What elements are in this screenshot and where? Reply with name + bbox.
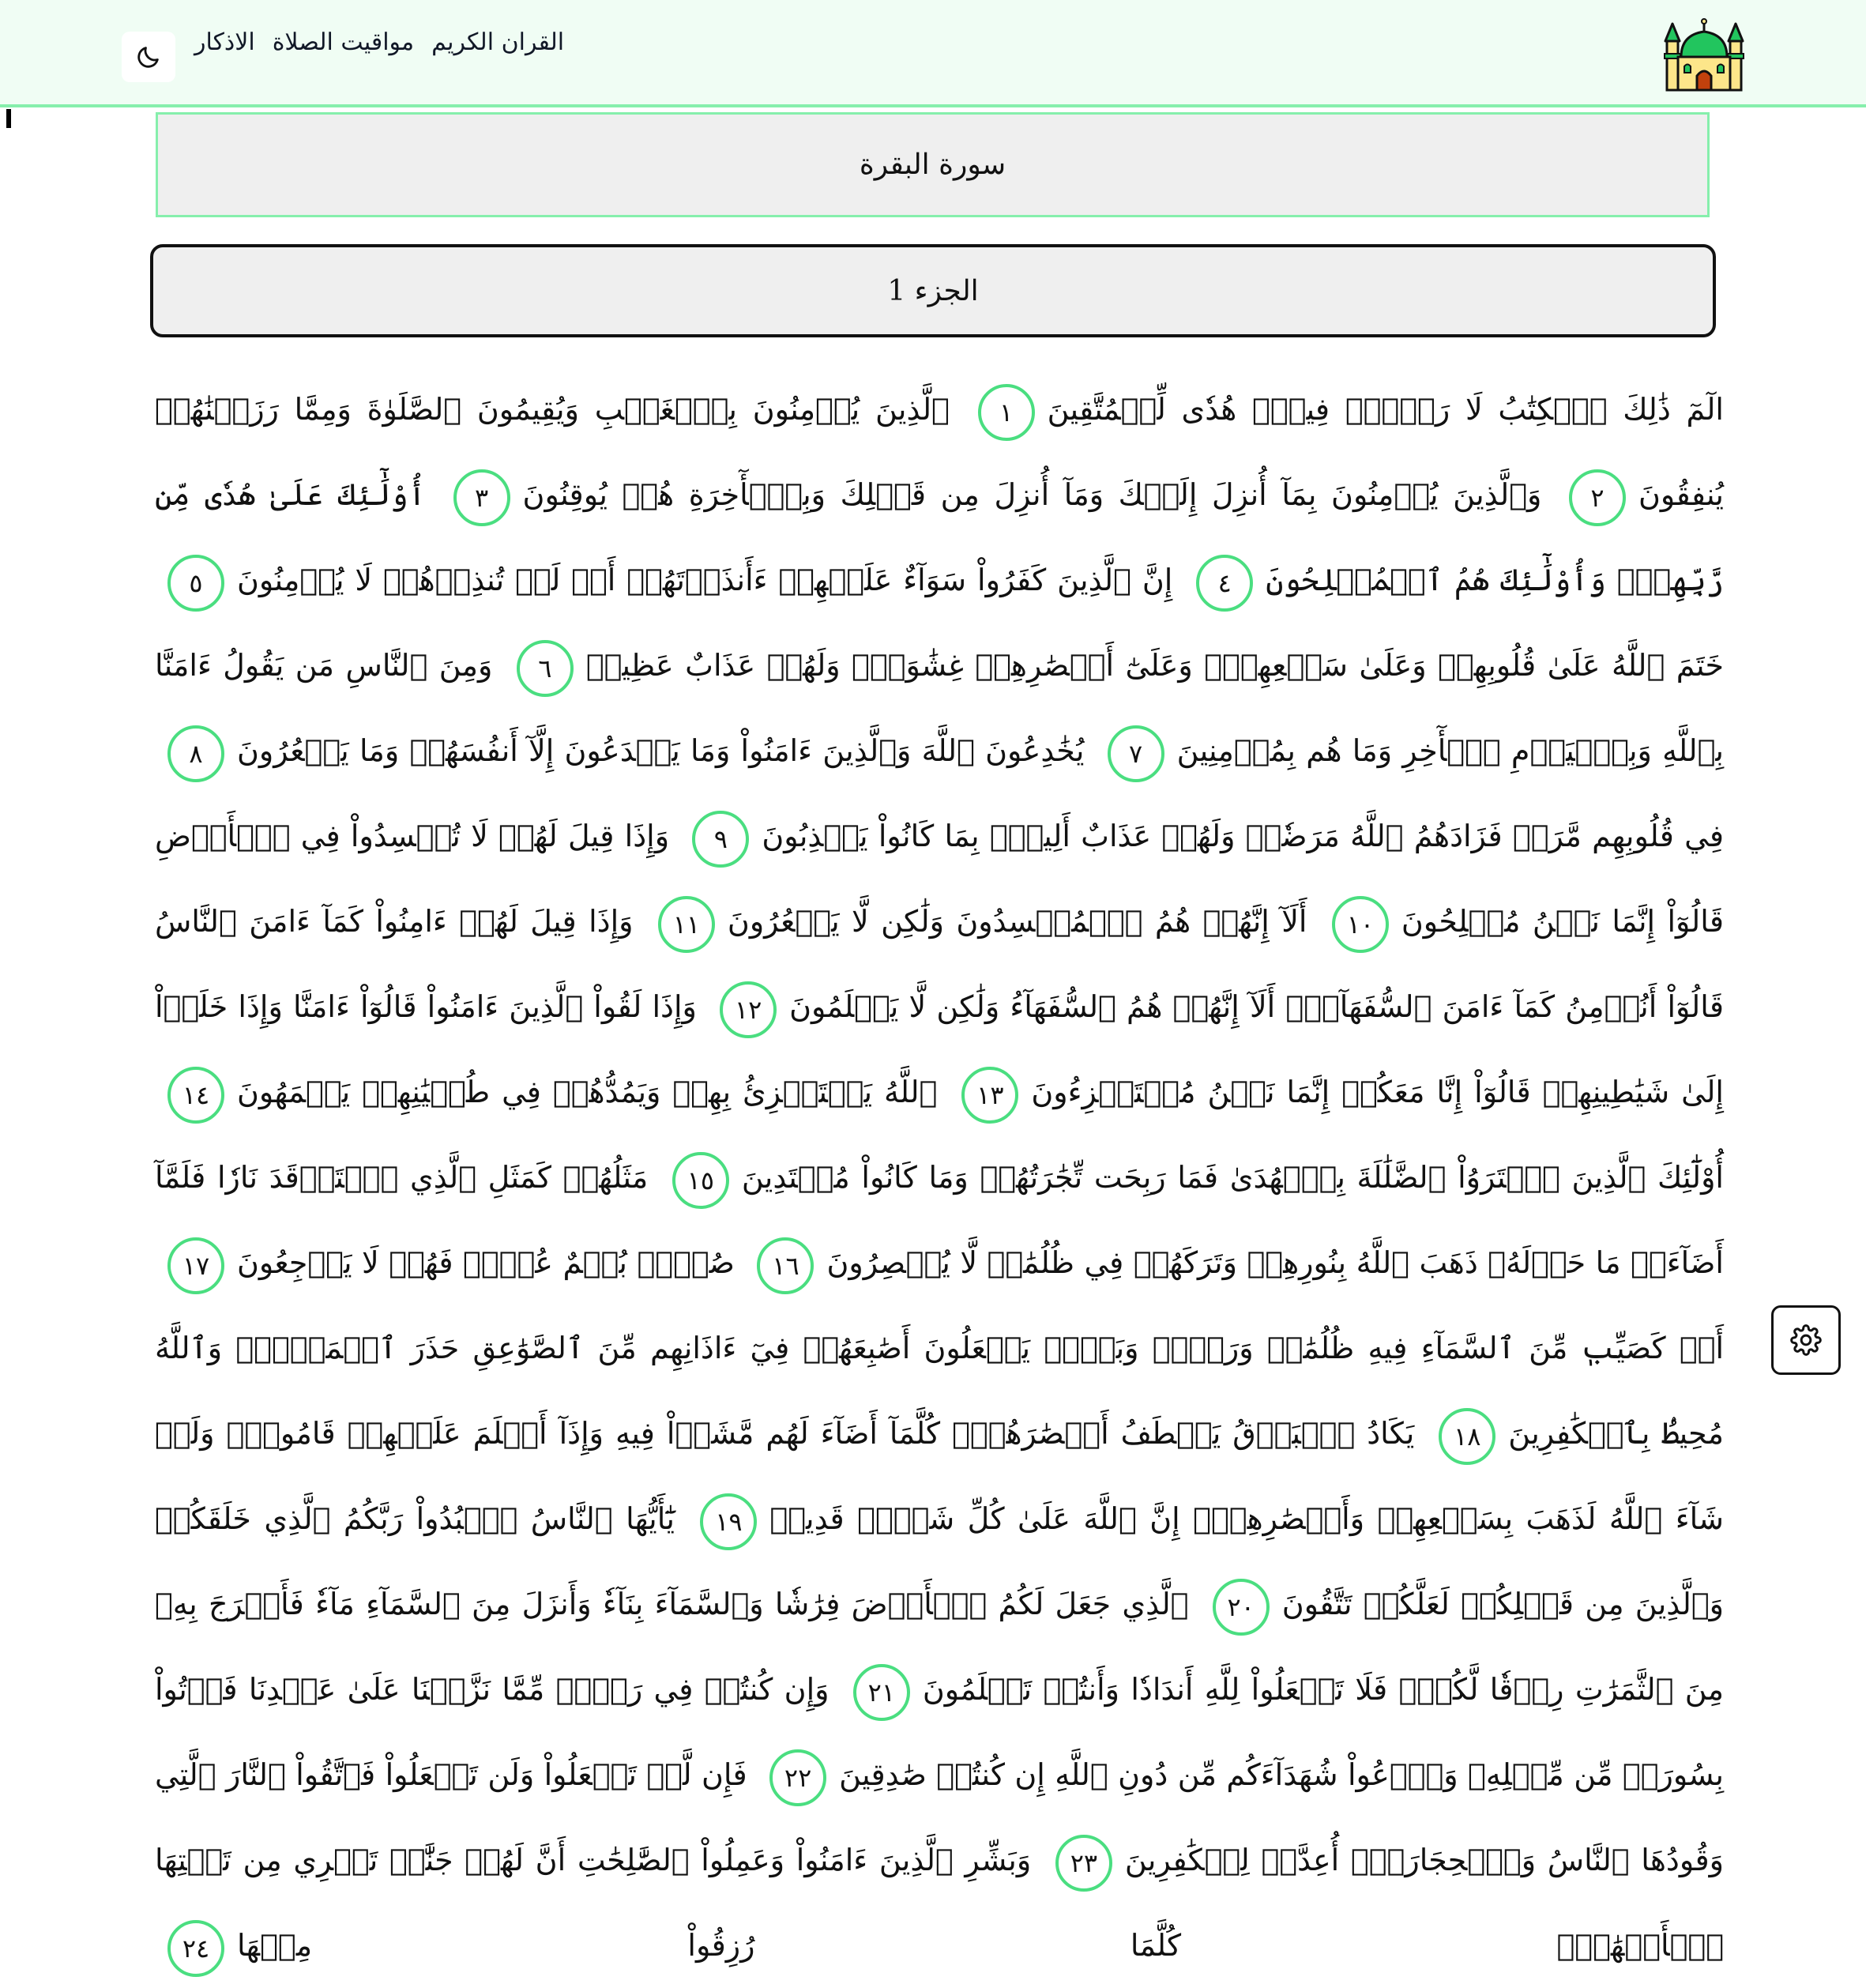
ayah-number[interactable]: ٢٤ [167,1920,224,1977]
ayah-number[interactable]: ١٠ [1332,896,1389,953]
ayah-text: أُوْلَٰٓئِكَ ٱلَّذِينَ ٱشۡتَرَوُاْ ٱلضَّلَٰلَةَ بِٱلۡهُدَىٰ فَمَا رَبِحَت تِّجَٰرَتُهُمۡ وَمَا كَانُواْ مُهۡتَدِينَ [741,1160,1724,1195]
mosque-icon[interactable] [1662,17,1746,92]
ayah-number[interactable]: ٢٢ [769,1749,826,1806]
ayah-number[interactable]: ١ [978,384,1035,441]
surah-title: سورة البقرة [859,149,1006,181]
ayah-number[interactable]: ٢٣ [1055,1835,1112,1892]
gear-icon [1790,1324,1822,1356]
ayah-text: فَإِن لَّمۡ تَفۡعَلُواْ وَلَن تَفۡعَلُواْ فَٱتَّقُواْ ٱلنَّارَ ٱلَّتِي وَقُودُهَا ٱلنَّاسُ وَٱلۡحِجَارَةُۖ أُعِدَّتۡ لِلۡكَٰفِرِينَ [155,1757,1724,1877]
quran-text [155,367,1724,1964]
juz-banner [150,244,1716,337]
ayah-text: وَإِن كُنتُمۡ فِي رَيۡبٖ مِّمَّا نَزَّلۡنَا عَلَىٰ عَبۡدِنَا فَأۡتُواْ بِسُورَةٖ مِّن مِّثۡلِهِۦ وَٱدۡعُواْ شُهَدَآءَكُم مِّن دُونِ ٱللَّهِ إِن كُنتُمۡ صَٰدِقِينَ [155,1672,1724,1792]
ayah-text: وَبَشِّرِ ٱلَّذِينَ ءَامَنُواْ وَعَمِلُواْ ٱلصَّٰلِحَٰتِ أَنَّ لَهُمۡ جَنَّٰتٖ تَجۡرِي مِن تَحۡتِهَا ٱلۡأَنۡهَٰرُۖ كُلَّمَا رُزِقُواْ مِنۡهَا [155,1843,1724,1963]
nav-link-quran[interactable]: القران الكريم [431,28,565,56]
ayah-text: ٱلَّذِينَ يُؤۡمِنُونَ بِٱلۡغَيۡبِ وَيُقِيمُونَ ٱلصَّلَوٰةَ وَمِمَّا رَزَقۡنَٰهُمۡ يُنفِقُونَ [155,392,1724,512]
top-navbar [0,0,1866,107]
ayah-number[interactable]: ١٣ [961,1067,1018,1124]
ayah-text: أَوۡ كَصَيِّبٖ مِّنَ ٱلسَّمَآءِ فِيهِ ظُلُمَٰتٞ وَرَعۡدٞ وَبَرۡقٞ يَجۡعَلُونَ أَصَٰبِعَهُمۡ فِيٓ ءَاذَانِهِم مِّنَ ٱلصَّوَٰعِقِ حَذَرَ ٱلۡمَوۡتِۚ وَٱللَّهُ مُحِيطُۢ بِٱلۡكَٰفِرِينَ [155,1331,1724,1451]
ayah-text: أُوْلَٰٓئِكَ عَلَىٰ هُدٗى مِّن رَّبِّهِمۡۖ وَأُوْلَٰٓئِكَ هُمُ ٱلۡمُفۡلِحُونَ [155,477,1724,597]
ayah-text: صُمُّۢ بُكۡمٌ عُمۡيٞ فَهُمۡ لَا يَرۡجِعُونَ [237,1245,735,1280]
ayah-text: وَإِذَا قِيلَ لَهُمۡ لَا تُفۡسِدُواْ فِي ٱلۡأَرۡضِ قَالُوٓاْ إِنَّمَا نَحۡنُ مُصۡلِحُونَ [155,819,1724,939]
ayah-text: الٓمٓ ذَٰلِكَ ٱلۡكِتَٰبُ لَا رَيۡبَۛ فِيهِۛ هُدٗى لِّلۡمُتَّقِينَ [1047,392,1724,427]
text-cursor [6,109,11,128]
ayah-number[interactable]: ١٨ [1439,1408,1495,1465]
ayah-number[interactable]: ١٢ [720,981,777,1038]
surah-title-banner [156,112,1710,217]
ayah-text: وَإِذَا لَقُواْ ٱلَّذِينَ ءَامَنُواْ قَالُوٓاْ ءَامَنَّا وَإِذَا خَلَوۡاْ إِلَىٰ شَيَٰطِينِهِمۡ قَالُوٓاْ إِنَّا مَعَكُمۡ إِنَّمَا نَحۡنُ مُسۡتَهۡزِءُونَ [155,989,1724,1109]
ayah-number[interactable]: ١١ [658,896,715,953]
ayah-number[interactable]: ٤ [1196,555,1253,612]
ayah-text: يُخَٰدِعُونَ ٱللَّهَ وَٱلَّذِينَ ءَامَنُواْ وَمَا يَخۡدَعُونَ إِلَّآ أَنفُسَهُمۡ وَمَا يَشۡعُرُونَ [237,733,1085,768]
ayah-number[interactable]: ١٥ [672,1152,729,1209]
ayah-text: وَٱلَّذِينَ يُؤۡمِنُونَ بِمَآ أُنزِلَ إِلَيۡكَ وَمَآ أُنزِلَ مِن قَبۡلِكَ وَبِٱلۡأٓخِرَةِ هُمۡ يُوقِنُونَ [522,477,1542,512]
ayah-text: وَمِنَ ٱلنَّاسِ مَن يَقُولُ ءَامَنَّا بِٱللَّهِ وَبِٱلۡيَوۡمِ ٱلۡأٓخِرِ وَمَا هُم بِمُؤۡمِنِينَ [155,648,1724,768]
ayah-number[interactable]: ٢ [1569,469,1626,526]
ayah-text: يَٰٓأَيُّهَا ٱلنَّاسُ ٱعۡبُدُواْ رَبَّكُمُ ٱلَّذِي خَلَقَكُمۡ وَٱلَّذِينَ مِن قَبۡلِكُمۡ لَعَلَّكُمۡ تَتَّقُونَ [155,1501,1724,1621]
ayah-text: وَإِذَا قِيلَ لَهُمۡ ءَامِنُواْ كَمَآ ءَامَنَ ٱلنَّاسُ قَالُوٓاْ أَنُؤۡمِنُ كَمَآ ءَامَنَ ٱلسُّفَهَآءُۗ أَلَآ إِنَّهُمۡ هُمُ ٱلسُّفَهَآءُ وَلَٰكِن لَّا يَعۡلَمُونَ [155,904,1724,1024]
ayah-number[interactable]: ٢١ [853,1664,910,1721]
nav-link-adhkar[interactable]: الاذكار [194,28,255,56]
ayah-text: ٱلَّذِي جَعَلَ لَكُمُ ٱلۡأَرۡضَ فِرَٰشٗا وَٱلسَّمَآءَ بِنَآءٗ وَأَنزَلَ مِنَ ٱلسَّمَآءِ مَآءٗ فَأَخۡرَجَ بِهِۦ مِنَ ٱلثَّمَرَٰتِ رِزۡقٗا لَّكُمۡۖ فَلَا تَجۡعَلُواْ لِلَّهِ أَندَادٗا وَأَنتُمۡ تَعۡلَمُونَ [155,1587,1724,1707]
ayah-number[interactable]: ٢٠ [1213,1579,1270,1636]
ayah-text: يَكَادُ ٱلۡبَرۡقُ يَخۡطَفُ أَبۡصَٰرَهُمۡۖ كُلَّمَآ أَضَآءَ لَهُم مَّشَوۡاْ فِيهِ وَإِذَآ أَظۡلَمَ عَلَيۡهِمۡ قَامُواْۚ وَلَوۡ شَآءَ ٱللَّهُ لَذَهَبَ بِسَمۡعِهِمۡ وَأَبۡصَٰرِهِمۡۚ إِنَّ ٱللَّهَ عَلَىٰ كُلِّ شَيۡءٖ قَدِيرٞ [155,1416,1724,1536]
ayah-number[interactable]: ٧ [1108,725,1164,782]
main-nav [194,28,564,56]
moon-icon [135,43,162,70]
settings-button[interactable] [1771,1305,1841,1375]
ayah-text: فِي قُلُوبِهِم مَّرَضٞ فَزَادَهُمُ ٱللَّهُ مَرَضٗاۖ وَلَهُمۡ عَذَابٌ أَلِيمُۢ بِمَا كَانُواْ يَكۡذِبُونَ [762,819,1724,853]
ayah-number[interactable]: ١٧ [167,1237,224,1294]
ayah-text: ٱللَّهُ يَسۡتَهۡزِئُ بِهِمۡ وَيَمُدُّهُمۡ فِي طُغۡيَٰنِهِمۡ يَعۡمَهُونَ [237,1075,938,1109]
juz-title: الجزء 1 [887,274,979,307]
nav-link-prayer-times[interactable]: مواقيت الصلاة [272,28,415,56]
ayah-number[interactable]: ١٤ [167,1067,224,1124]
ayah-text: خَتَمَ ٱللَّهُ عَلَىٰ قُلُوبِهِمۡ وَعَلَىٰ سَمۡعِهِمۡۖ وَعَلَىٰٓ أَبۡصَٰرِهِمۡ غِشَٰوَةٞۖ وَلَهُمۡ عَذَابٌ عَظِيمٞ [585,648,1724,683]
ayah-number[interactable]: ١٦ [757,1237,814,1294]
ayah-number[interactable]: ٦ [517,640,574,697]
ayah-number[interactable]: ٩ [692,811,749,868]
ayah-text: مَثَلُهُمۡ كَمَثَلِ ٱلَّذِي ٱسۡتَوۡقَدَ نَارٗا فَلَمَّآ أَضَآءَتۡ مَا حَوۡلَهُۥ ذَهَبَ ٱللَّهُ بِنُورِهِمۡ وَتَرَكَهُمۡ فِي ظُلُمَٰتٖ لَّا يُبۡصِرُونَ [155,1160,1724,1280]
ayah-number[interactable]: ١٩ [700,1493,757,1550]
ayah-number[interactable]: ٣ [453,469,510,526]
ayah-number[interactable]: ٨ [167,725,224,782]
ayah-number[interactable]: ٥ [167,555,224,612]
ayah-text: أَلَآ إِنَّهُمۡ هُمُ ٱلۡمُفۡسِدُونَ وَلَٰكِن لَّا يَشۡعُرُونَ [727,904,1307,939]
ayah-text: إِنَّ ٱلَّذِينَ كَفَرُواْ سَوَآءٌ عَلَيۡهِمۡ ءَأَنذَرۡتَهُمۡ أَمۡ لَمۡ تُنذِرۡهُمۡ لَا يُؤۡمِنُونَ [237,563,1173,597]
theme-toggle-button[interactable] [122,32,175,82]
